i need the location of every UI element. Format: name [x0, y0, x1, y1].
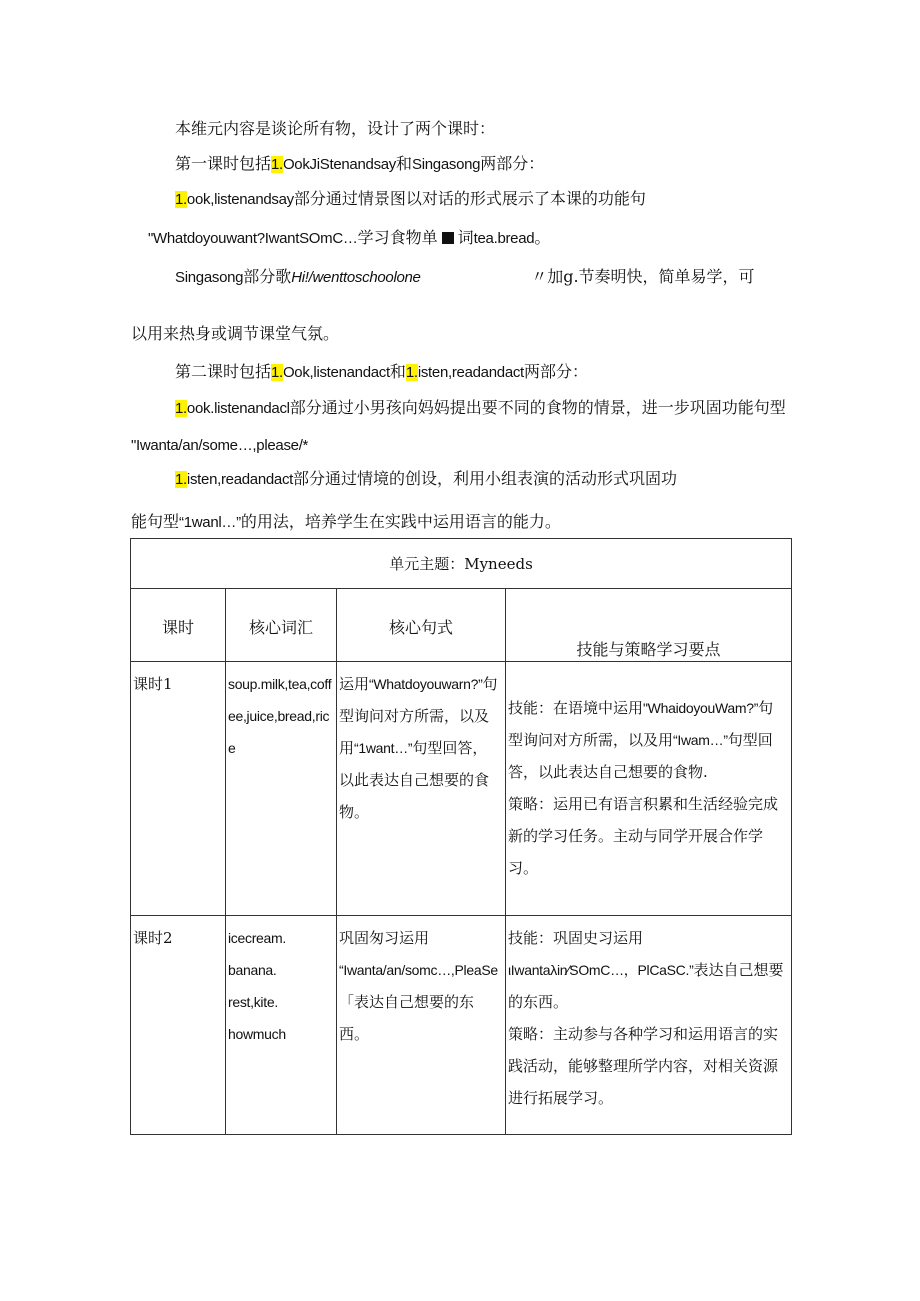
- header-pattern: [337, 589, 506, 662]
- vocab-cell: [226, 916, 337, 1135]
- lesson-cell: [131, 662, 226, 916]
- read-act-cont-tail: 的用法，培养学生在实践中运用语言的能力。: [240, 512, 561, 531]
- skill-sentence: “Iwam…”: [673, 732, 728, 748]
- unit-table: [130, 538, 792, 1135]
- skill-text: 句型询问对方所需，以及用: [508, 699, 774, 749]
- vocab-line: banana.: [228, 962, 277, 978]
- pattern-text: 句型回答，以此表达自己想要的食物。: [339, 739, 490, 821]
- pattern-sentence: “1want…”: [354, 740, 413, 756]
- black-square-icon: [442, 232, 454, 244]
- pattern-sentence: “Iwanta/an/somc…,PleaSe: [339, 962, 498, 978]
- paragraph-lesson1: [175, 152, 544, 177]
- food-words: tea.bread: [473, 230, 535, 247]
- pattern-text: 运用: [339, 675, 370, 693]
- highlight-mark: 1.: [175, 400, 187, 417]
- listen-act-text: 部分通过小男孩向妈妈提出要不同的食物的情景，进一步巩固功能句型: [289, 398, 786, 417]
- listen-say-label: ook,listenandsay: [186, 191, 294, 208]
- header-skill-label: 技能与策略学习要点: [576, 640, 721, 659]
- vocab-text: soup.milk,tea,coffee,juice,bread,rice: [228, 676, 332, 756]
- skill-cell: [506, 662, 792, 916]
- header-pattern-label: 核心句式: [388, 618, 453, 637]
- lesson1-lead: 第一课时包括: [175, 154, 272, 173]
- paragraph-song-cont: [131, 322, 339, 346]
- period: 。: [534, 228, 551, 247]
- lesson1-part-b: Singasong: [412, 156, 481, 173]
- i-want-pattern: “1wanl…”: [179, 514, 241, 531]
- lesson1-tail: 两部分：: [480, 154, 545, 173]
- lesson2-lead: 第二课时包括: [175, 362, 272, 381]
- highlight-mark: 1.: [405, 364, 418, 381]
- word-char: 词: [457, 228, 474, 247]
- highlight-mark: 1.: [271, 156, 283, 173]
- read-act-label: isten,readandact: [186, 471, 294, 488]
- please-sentence: "Iwanta/an/some…,please/*: [131, 437, 309, 454]
- vocab-line: rest,kite.: [228, 994, 278, 1010]
- lesson-cell: [131, 916, 226, 1135]
- intro-text: 本维元内容是谈论所有物，设计了两个课时：: [175, 119, 496, 138]
- paragraph-listen-act: [175, 396, 786, 421]
- paragraph-song: [175, 265, 755, 290]
- table-row: [131, 662, 792, 916]
- highlight-mark: 1.: [175, 471, 187, 488]
- song-text: 〃加g.节奏明快，简单易学，可: [531, 267, 755, 286]
- listen-say-text: 部分通过情景图以对话的形式展示了本课的功能句: [293, 189, 646, 208]
- paragraph-intro: [175, 117, 495, 141]
- read-act-text: 部分通过情境的创设，利用小组表演的活动形式巩固功: [293, 469, 678, 488]
- song-lead: 部分歌: [243, 267, 292, 286]
- food-words-lead: 学习食物单: [357, 228, 438, 247]
- table-row: [131, 916, 792, 1135]
- song-text-cont: 以用来热身或调节课堂气氛。: [131, 324, 340, 343]
- lesson-label: 课时1: [133, 675, 173, 693]
- pattern-text: 「表达自己想要的东西。: [339, 993, 475, 1043]
- paragraph-please-sentence: [131, 433, 308, 458]
- table-header-row: [131, 589, 792, 662]
- header-vocab-label: 核心词汇: [248, 618, 313, 637]
- header-lesson-label: 课时: [161, 618, 194, 637]
- lesson2-part-a: Ook,listenandact: [282, 364, 390, 381]
- vocab-line: icecream.: [228, 930, 286, 946]
- highlight-mark: 1.: [175, 191, 187, 208]
- skill-text: 技能：在语境中运用: [508, 699, 644, 717]
- header-skill: [506, 589, 792, 662]
- strategy-text: 策略：主动参与各种学习和运用语言的实践活动，能够整理所学内容，对相关资源进行拓展学习。: [508, 1025, 779, 1107]
- paragraph-function-sentence: [148, 226, 550, 251]
- header-vocab: [226, 589, 337, 662]
- song-title: Hi!/wenttoschoolone: [291, 269, 421, 286]
- lesson2-part-b: isten,readandact: [417, 364, 524, 381]
- strategy-text: 策略：运用已有语言积累和生活经验完成新的学习任务。主动与同学开展合作学习。: [508, 795, 779, 877]
- listen-act-label: ook.listenandacl: [186, 400, 290, 417]
- pattern-text: 巩固匆习运用: [339, 929, 430, 947]
- skill-text: 表达自己想要的东西。: [508, 961, 784, 1011]
- pattern-text: 句型询问对方所需，以及用: [339, 675, 498, 757]
- song-label: Singasong: [175, 269, 244, 286]
- paragraph-read-act: [175, 467, 677, 492]
- skill-text: 句型回答，以此表达自己想要的食物.: [508, 731, 773, 781]
- highlight-mark: 1.: [271, 364, 283, 381]
- pattern-sentence: “Whatdoyouwarn?”: [369, 676, 483, 692]
- skill-text: 技能：巩固史习运用: [508, 929, 644, 947]
- vocab-cell: [226, 662, 337, 916]
- pattern-cell: [337, 916, 506, 1135]
- conjunction: 和: [396, 154, 413, 173]
- paragraph-listen-say: [175, 187, 646, 212]
- paragraph-read-act-cont: [131, 510, 561, 535]
- header-lesson: [131, 589, 226, 662]
- conjunction: 和: [389, 362, 406, 381]
- skill-sentence: ιIwantaλin∕SOmC…，PlCaSC.”: [508, 962, 694, 978]
- paragraph-lesson2: [175, 360, 588, 385]
- lesson-label: 课时2: [133, 929, 173, 947]
- lesson2-tail: 两部分：: [523, 362, 588, 381]
- table-title-row: [131, 539, 792, 589]
- skill-sentence: "WhaidoyouWam?”: [643, 700, 759, 716]
- read-act-cont-lead: 能句型: [131, 512, 180, 531]
- pattern-cell: [337, 662, 506, 916]
- lesson1-part-a: OokJiStenandsay: [282, 156, 397, 173]
- function-sentence: "Whatdoyouwant?IwantSOmC…: [148, 230, 358, 247]
- table-title: 单元主题：Myneeds: [131, 539, 792, 589]
- skill-cell: [506, 916, 792, 1135]
- vocab-line: howmuch: [228, 1026, 286, 1042]
